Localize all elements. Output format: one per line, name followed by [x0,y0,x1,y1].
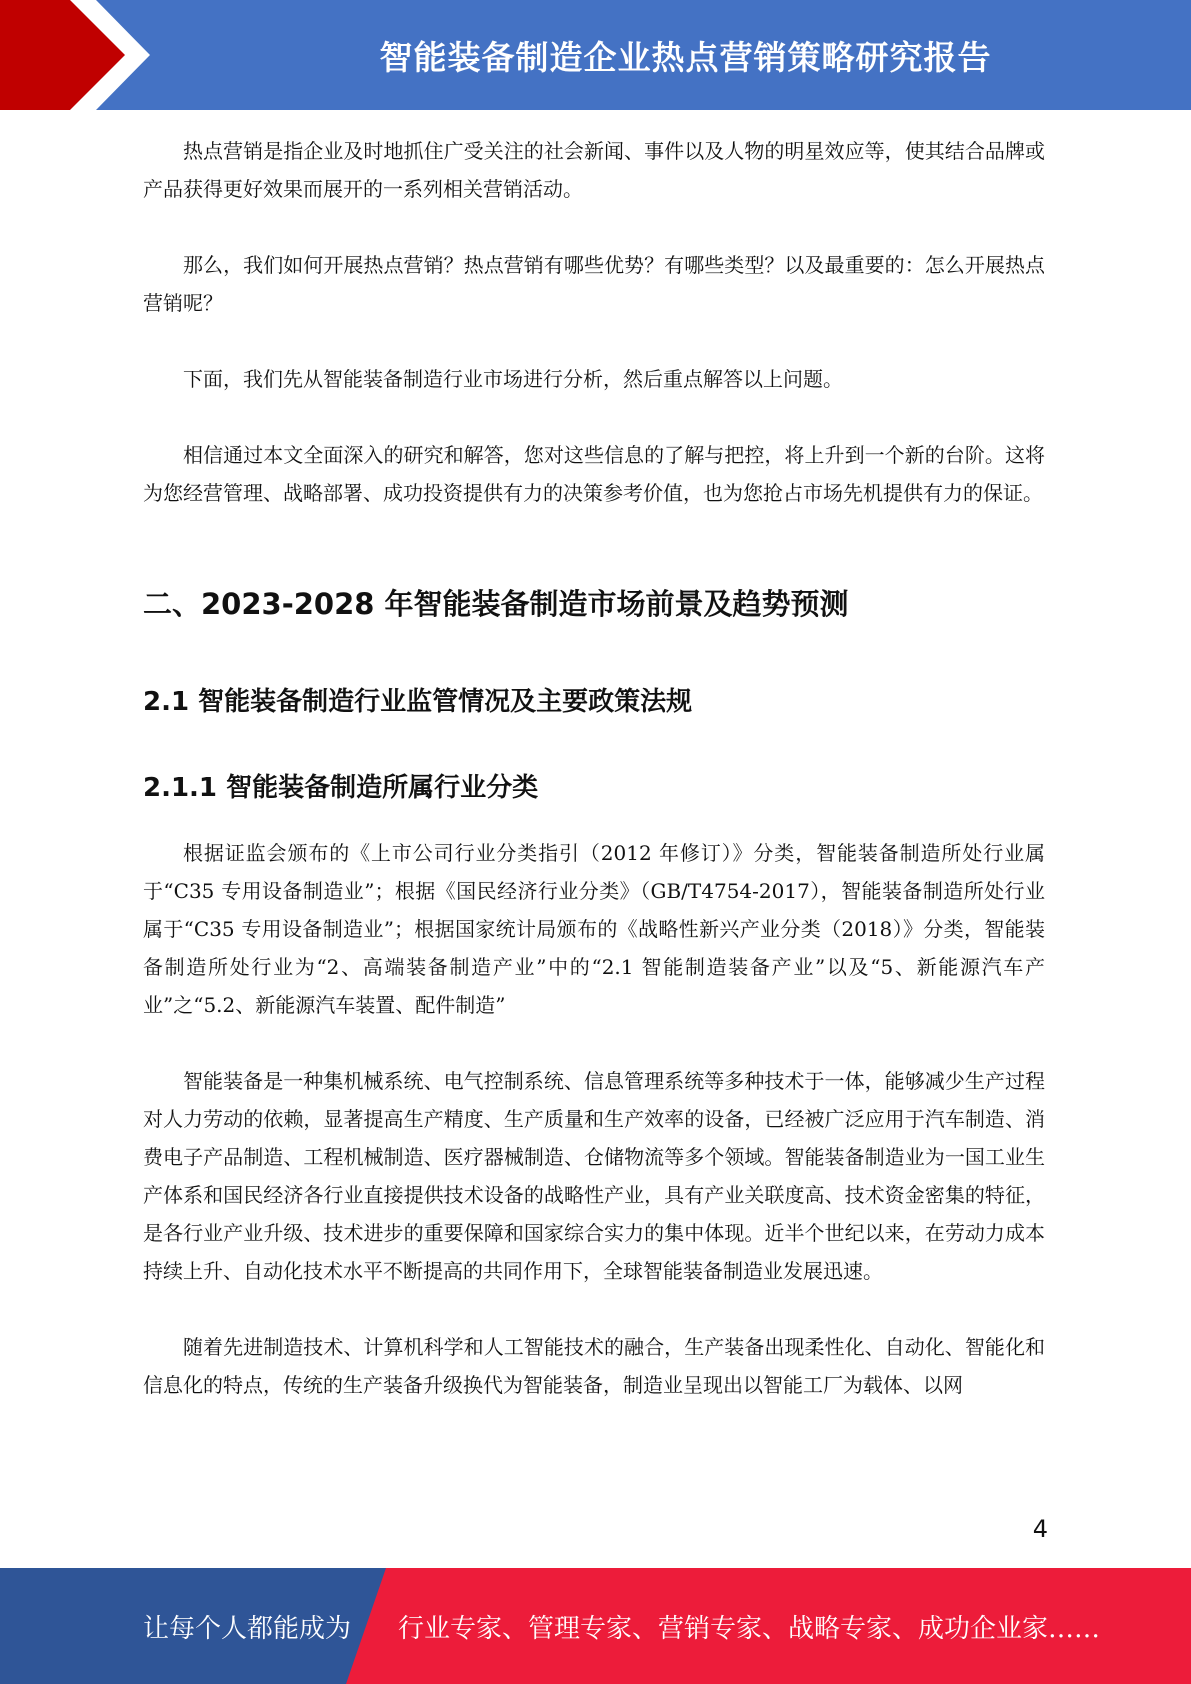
page-number: 4 [1032,1515,1048,1543]
intro-paragraph-2: 那么，我们如何开展热点营销？热点营销有哪些优势？有哪些类型？以及最重要的：怎么开展热点营销呢？ [143,253,1045,315]
page-header [0,0,1191,110]
body-paragraph-3: 随着先进制造技术、计算机科学和人工智能技术的融合，生产装备出现柔性化、自动化、智能化和信息化的特点，传统的生产装备升级换代为智能装备，制造业呈现出以智能工厂为载体、以网 [143,1335,1045,1397]
body-paragraph-1: 根据证监会颁布的《上市公司行业分类指引（2012 年修订）》分类，智能装备制造所处行业属于“C35 专用设备制造业”；根据《国民经济行业分类》（GB/T4754-2017），智能装备制造所处行业属于“C35 专用设备制造业”；根据国家统计局颁布的《战略性新兴产业分类（2018）》分类，智能装备制造所处行业为“2、高端装备制造产业”中的“2.1 智能制造装备产业”以及“5、新能源汽车产业”之“5.2、新能源汽车装置、配件制造” [143,841,1045,1017]
intro-paragraph-4: 相信通过本文全面深入的研究和解答，您对这些信息的了解与把控，将上升到一个新的台阶。这将为您经营管理、战略部署、成功投资提供有力的决策参考价值，也为您抢占市场先机提供有力的保证。 [143,443,1045,505]
chevron-red-decoration [0,0,145,110]
subsection-heading: 2.1 智能装备制造行业监管情况及主要政策法规 [143,687,693,717]
footer-slogan-right: 行业专家、管理专家、营销专家、战略专家、成功企业家…… [398,1613,1101,1644]
intro-paragraph-3: 下面，我们先从智能装备制造行业市场进行分析，然后重点解答以上问题。 [183,367,843,391]
body-paragraph-2: 智能装备是一种集机械系统、电气控制系统、信息管理系统等多种技术于一体，能够减少生产过程对人力劳动的依赖，显著提高生产精度、生产质量和生产效率的设备，已经被广泛应用于汽车制造、消费电子产品制造、工程机械制造、医疗器械制造、仓储物流等多个领域。智能装备制造业为一国工业生产体系和国民经济各行业直接提供技术设备的战略性产业，具有产业关联度高、技术资金密集的特征，是各行业产业升级、技术进步的重要保障和国家综合实力的集中体现。近半个世纪以来，在劳动力成本持续上升、自动化技术水平不断提高的共同作用下，全球智能装备制造业发展迅速。 [143,1069,1045,1283]
page-content [143,132,1045,1404]
page-footer [0,1568,1191,1684]
footer-slogan-left: 让每个人都能成为 [143,1613,352,1644]
subsubsection-heading: 2.1.1 智能装备制造所属行业分类 [143,773,539,803]
report-title: 智能装备制造企业热点营销策略研究报告 [379,37,992,77]
intro-paragraph-1: 热点营销是指企业及时地抓住广受关注的社会新闻、事件以及人物的明星效应等，使其结合品牌或产品获得更好效果而展开的一系列相关营销活动。 [143,139,1045,201]
section-heading: 二、2023-2028 年智能装备制造市场前景及趋势预测 [143,587,849,621]
